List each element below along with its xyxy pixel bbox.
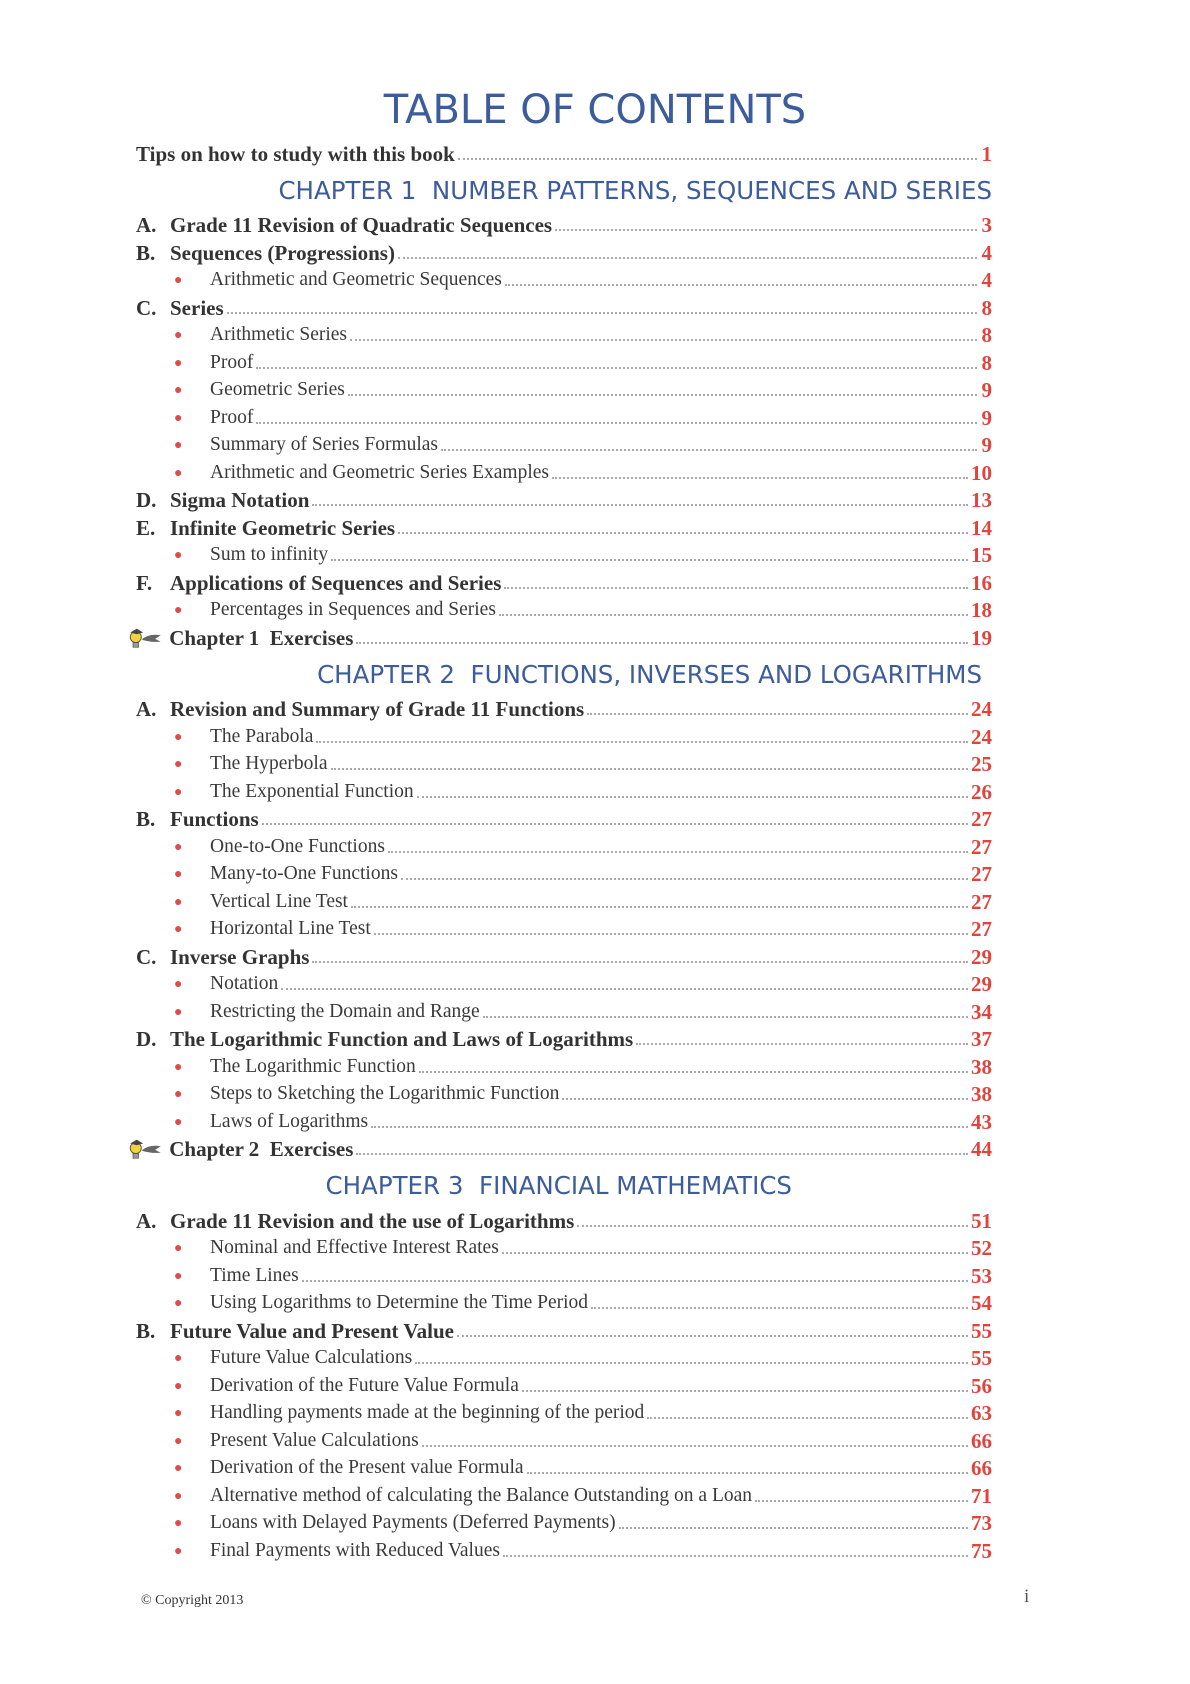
toc-entry-label (210, 598, 496, 622)
toc-entry-label (210, 268, 502, 292)
toc-entry-label (210, 917, 371, 941)
dot-leader (587, 713, 968, 715)
dot-leader (415, 1362, 968, 1364)
toc-entry[interactable] (136, 831, 992, 859)
dot-leader (562, 1098, 968, 1100)
bullet-icon: ● (174, 839, 183, 855)
toc-entry-label (210, 725, 313, 749)
toc-entry-label (136, 296, 224, 320)
toc-entry-label (210, 1264, 299, 1288)
page-number: 55 (971, 1346, 992, 1370)
toc-entry[interactable] (136, 1106, 992, 1134)
page-number: 52 (971, 1236, 992, 1260)
page-number: 15 (971, 543, 992, 567)
bullet-icon: ● (174, 894, 183, 910)
page-number: 14 (971, 515, 992, 540)
chapter-heading (136, 166, 992, 210)
entry-text: Alternative method of calculating the Balance Outstanding on a Loan (210, 1484, 753, 1506)
section-letter: A. (136, 1208, 157, 1233)
dot-leader (227, 312, 977, 314)
entry-text: Future Value Calculations (210, 1347, 413, 1368)
page-number: 4 (981, 268, 992, 292)
toc-entry-label (136, 571, 501, 595)
toc-entry[interactable] (136, 1398, 992, 1426)
page-number: 18 (971, 598, 992, 622)
entry-text: Derivation of the Future Value Formula (210, 1374, 519, 1396)
toc-entry[interactable] (136, 969, 992, 997)
dot-leader (331, 559, 968, 561)
dot-leader (417, 796, 968, 798)
section-letter: D. (136, 488, 157, 512)
toc-entry-label (210, 406, 253, 430)
toc-entry[interactable] (136, 1260, 992, 1288)
entry-text: Geometric Series (210, 379, 345, 400)
toc-entry[interactable] (136, 1425, 992, 1453)
toc-entry[interactable] (136, 595, 992, 623)
page-number: 43 (971, 1109, 992, 1134)
toc-entry-label (136, 1027, 633, 1051)
page-number: 3 (981, 213, 992, 237)
lightbulb-graduate-icon (126, 1137, 164, 1161)
dot-leader (256, 422, 977, 424)
toc-entry-tips[interactable] (136, 138, 992, 166)
dot-leader (356, 1153, 968, 1155)
page-number: 19 (971, 625, 992, 650)
entry-text: Grade 11 Revision and the use of Logarithms (170, 1208, 575, 1233)
page-number: 34 (971, 999, 992, 1024)
dot-leader (374, 933, 968, 935)
dot-leader (505, 284, 977, 286)
toc-entry-label (210, 1346, 412, 1370)
toc-entry-label (210, 1539, 500, 1563)
section-letter: C. (136, 944, 157, 969)
bullet-icon: ● (174, 383, 183, 398)
toc-entry[interactable] (136, 996, 992, 1024)
bullet-icon: ● (174, 1059, 183, 1075)
dot-leader (552, 477, 968, 479)
dot-leader (591, 1307, 968, 1309)
page-number: 27 (971, 917, 992, 941)
toc-entry-label (136, 697, 584, 721)
toc-entry[interactable] (136, 402, 992, 430)
entry-text: Revision and Summary of Grade 11 Functions (170, 697, 585, 721)
bullet-icon: ● (174, 1461, 183, 1476)
dot-leader (522, 1390, 968, 1392)
page-number: 53 (971, 1263, 992, 1288)
dot-leader (331, 768, 969, 770)
table-of-contents (136, 138, 992, 1563)
toc-entry[interactable] (136, 804, 992, 832)
dot-leader (398, 532, 968, 534)
page-number: 51 (971, 1208, 992, 1233)
bullet-icon: ● (174, 465, 183, 481)
bullet-icon: ● (174, 867, 183, 882)
toc-entry-label (210, 543, 328, 567)
chapter-heading-text: CHAPTER 3 FINANCIAL MATHEMATICS (325, 1171, 792, 1200)
page-number: 27 (971, 807, 992, 831)
page-number: 9 (981, 433, 992, 457)
page-number: 55 (971, 1318, 992, 1343)
chapter-heading (136, 1161, 992, 1205)
bullet-icon: ● (174, 1488, 183, 1504)
toc-entry-label (210, 351, 253, 375)
dot-leader (401, 878, 968, 880)
toc-entry-label (210, 1429, 419, 1453)
entry-text: Notation (210, 973, 279, 994)
page-number: 9 (981, 405, 992, 430)
entry-text: The Logarithmic Function and Laws of Logarithms (170, 1027, 634, 1051)
section-letter: E. (136, 515, 156, 540)
folio-page-number: i (1024, 1586, 1030, 1607)
page-title: TABLE OF CONTENTS (383, 87, 807, 133)
toc-entry[interactable] (136, 375, 992, 403)
entry-text: The Parabola (210, 725, 314, 747)
entry-text: Vertical Line Test (210, 890, 348, 912)
dot-leader (312, 961, 968, 963)
toc-entry[interactable] (136, 1453, 992, 1481)
entry-text: Future Value and Present Value (170, 1318, 454, 1343)
bullet-icon: ● (174, 1087, 183, 1102)
entry-text: The Logarithmic Function (210, 1055, 416, 1077)
toc-entry-label (210, 433, 438, 457)
bullet-icon: ● (174, 729, 183, 745)
toc-entry[interactable] (136, 1343, 992, 1371)
toc-entry[interactable] (136, 1370, 992, 1398)
dot-leader (316, 741, 968, 743)
page-number: 4 (981, 240, 992, 265)
toc-entry[interactable] (136, 859, 992, 887)
section-letter: B. (136, 1318, 156, 1343)
entry-text: Percentages in Sequences and Series (210, 599, 496, 620)
toc-entry-label (210, 1236, 499, 1260)
dot-leader (504, 587, 968, 589)
dot-leader (483, 1016, 968, 1018)
entry-text: Arithmetic and Geometric Series Examples (210, 461, 549, 483)
entry-text: Grade 11 Revision of Quadratic Sequences (170, 213, 553, 237)
toc-entry[interactable] (136, 721, 992, 749)
toc-entry[interactable] (136, 210, 992, 238)
bullet-icon: ● (174, 1406, 183, 1421)
page-number: 13 (971, 488, 992, 512)
chapter-heading (136, 650, 992, 694)
section-letter: F. (136, 570, 153, 595)
toc-entry[interactable] (136, 776, 992, 804)
copyright: © Copyright 2013 (141, 1593, 244, 1608)
toc-entry-label (136, 1209, 574, 1233)
toc-entry-label (210, 890, 348, 914)
page-number: 25 (971, 752, 992, 776)
bullet-icon: ● (174, 1378, 183, 1394)
page-number: 75 (971, 1538, 992, 1563)
entry-text: The Exponential Function (210, 780, 414, 802)
toc-entry[interactable] (136, 320, 992, 348)
toc-entry[interactable] (136, 485, 992, 513)
toc-entry[interactable] (136, 1051, 992, 1079)
entry-text: Steps to Sketching the Logarithmic Function (210, 1083, 560, 1104)
dot-leader (457, 1335, 968, 1337)
page-number: 26 (971, 779, 992, 804)
page-number: 56 (971, 1373, 992, 1398)
dot-leader (577, 1225, 968, 1227)
page-number: 38 (971, 1054, 992, 1079)
dot-leader (350, 339, 977, 341)
toc-entry-label (210, 1291, 588, 1315)
entry-text: Derivation of the Present value Formula (210, 1457, 524, 1478)
page-number: 27 (971, 862, 992, 886)
entry-text: Infinite Geometric Series (170, 515, 396, 540)
toc-entry-label (210, 1055, 416, 1079)
section-letter: B. (136, 807, 156, 831)
page-number: 24 (971, 724, 992, 749)
page-number: 38 (971, 1082, 992, 1106)
bullet-icon: ● (174, 1114, 183, 1130)
dot-leader (422, 1445, 968, 1447)
toc-entry[interactable] (136, 347, 992, 375)
bullet-icon: ● (174, 548, 183, 563)
toc-entry-label (136, 488, 309, 512)
toc-entry[interactable] (136, 540, 992, 568)
bullet-icon: ● (174, 1296, 183, 1311)
page-number: 44 (971, 1137, 992, 1161)
toc-entry-label (210, 1511, 616, 1535)
page-number: 8 (981, 323, 992, 347)
page-number: 66 (971, 1428, 992, 1453)
dot-leader (371, 1126, 968, 1128)
entry-text: Handling payments made at the beginning of the period (210, 1402, 645, 1423)
toc-entry-label (210, 378, 345, 402)
dot-leader (302, 1280, 968, 1282)
dot-leader (312, 504, 968, 506)
toc-entry-label (210, 1082, 559, 1106)
page-number: 10 (971, 460, 992, 485)
toc-entry-label (136, 241, 395, 265)
dot-leader (351, 906, 968, 908)
section-letter: A. (136, 697, 157, 721)
toc-entry[interactable] (136, 512, 992, 540)
bullet-icon: ● (174, 1516, 183, 1531)
toc-entry[interactable] (136, 1134, 992, 1162)
toc-entry[interactable] (136, 457, 992, 485)
toc-entry[interactable] (136, 1233, 992, 1261)
page-number: 8 (981, 295, 992, 320)
bullet-icon: ● (174, 757, 183, 772)
toc-entry-label: Tips on how to study with this book (136, 141, 455, 166)
bullet-icon: ● (174, 603, 183, 618)
dot-leader (348, 394, 977, 396)
page-number: 27 (971, 889, 992, 914)
entry-text: One-to-One Functions (210, 835, 385, 857)
section-letter: A. (136, 213, 157, 237)
bullet-icon: ● (174, 328, 183, 343)
toc-entry-label (210, 862, 398, 886)
toc-entry[interactable] (136, 1205, 992, 1233)
toc-entry[interactable] (136, 622, 992, 650)
page-number: 29 (971, 944, 992, 969)
entry-text: Horizontal Line Test (210, 918, 371, 939)
dot-leader (503, 1555, 968, 1557)
toc-entry-label (210, 461, 549, 485)
dot-leader (256, 367, 977, 369)
entry-text: Time Lines (210, 1264, 299, 1286)
bullet-icon: ● (174, 1433, 183, 1449)
toc-entry[interactable] (136, 237, 992, 265)
page-number: 29 (971, 972, 992, 996)
toc-entry-label (136, 945, 309, 969)
section-letter: C. (136, 295, 157, 320)
toc-entry-label (210, 780, 414, 804)
entry-text: Arithmetic Series (210, 324, 348, 345)
entry-text: Using Logarithms to Determine the Time Period (210, 1292, 589, 1313)
bullet-icon: ● (174, 438, 183, 453)
page-number: 24 (971, 697, 992, 721)
bullet-icon: ● (174, 1268, 183, 1284)
dot-leader (281, 988, 968, 990)
toc-entry[interactable] (136, 1508, 992, 1536)
page-number: 63 (971, 1401, 992, 1425)
toc-entry[interactable] (136, 1079, 992, 1107)
entry-text: Summary of Series Formulas (210, 434, 439, 455)
page-number: 9 (981, 378, 992, 402)
bullet-icon: ● (174, 922, 183, 937)
dot-leader (388, 851, 968, 853)
bullet-icon: ● (174, 1351, 183, 1366)
lightbulb-graduate-icon (126, 626, 164, 650)
entry-text: Loans with Delayed Payments (Deferred Payments) (210, 1512, 616, 1533)
bullet-icon: ● (174, 1241, 183, 1256)
toc-entry[interactable] (136, 941, 992, 969)
bullet-icon: ● (174, 1543, 183, 1559)
toc-entry-label (210, 835, 385, 859)
dot-leader (502, 1252, 968, 1254)
bullet-icon: ● (174, 273, 183, 288)
section-letter: B. (136, 240, 156, 265)
dot-leader (441, 449, 977, 451)
toc-entry-label (210, 972, 278, 996)
toc-entry-label (136, 516, 395, 540)
toc-entry[interactable] (136, 265, 992, 293)
page-number: 1 (981, 141, 992, 166)
toc-entry[interactable] (136, 886, 992, 914)
toc-entry-label (210, 752, 328, 776)
entry-text: The Hyperbola (210, 753, 328, 774)
toc-entry[interactable] (136, 292, 992, 320)
bullet-icon: ● (174, 355, 183, 371)
toc-entry[interactable] (136, 1024, 992, 1052)
entry-text: Sum to infinity (210, 544, 329, 565)
page-number: 27 (971, 834, 992, 859)
page-number: 71 (971, 1483, 992, 1508)
toc-entry[interactable] (136, 1480, 992, 1508)
dot-leader (619, 1527, 968, 1529)
page-number: 8 (981, 350, 992, 375)
toc-entry[interactable] (136, 749, 992, 777)
entry-text: Applications of Sequences and Series (170, 570, 502, 595)
entry-text: Inverse Graphs (170, 944, 310, 969)
toc-entry-label (210, 1484, 752, 1508)
toc-entry-label (210, 1110, 368, 1134)
bullet-icon: ● (174, 977, 183, 992)
entry-text: Chapter 2 Exercises (169, 1137, 354, 1161)
toc-entry-label (136, 807, 259, 831)
dot-leader (647, 1417, 968, 1419)
toc-entry-label (136, 1137, 353, 1161)
entry-text: Chapter 1 Exercises (169, 625, 354, 650)
dot-leader (398, 257, 977, 259)
entry-text: Restricting the Domain and Range (210, 1000, 480, 1022)
entry-text: Sequences (Progressions) (170, 240, 395, 265)
dot-leader (555, 229, 977, 231)
toc-entry-label (210, 1000, 480, 1024)
entry-text: Sigma Notation (170, 488, 310, 512)
dot-leader (356, 642, 968, 644)
toc-entry-label (210, 1401, 644, 1425)
entry-text: Arithmetic and Geometric Sequences (210, 269, 502, 290)
entry-text: Nominal and Effective Interest Rates (210, 1237, 499, 1258)
dot-leader (458, 158, 977, 160)
toc-entry[interactable] (136, 430, 992, 458)
toc-entry-label (210, 1456, 524, 1480)
page-number: 16 (971, 570, 992, 595)
bullet-icon: ● (174, 784, 183, 800)
toc-entry[interactable] (136, 914, 992, 942)
toc-entry[interactable] (136, 567, 992, 595)
toc-entry[interactable] (136, 694, 992, 722)
entry-text: Many-to-One Functions (210, 863, 398, 884)
toc-entry-label (210, 1374, 519, 1398)
chapter-heading-text: CHAPTER 1 NUMBER PATTERNS, SEQUENCES AND SERIES (278, 175, 992, 205)
dot-leader (527, 1472, 968, 1474)
toc-entry-label (136, 1319, 454, 1343)
page-number: 54 (971, 1291, 992, 1315)
toc-entry-label (210, 323, 347, 347)
dot-leader (262, 823, 968, 825)
section-letter: D. (136, 1027, 157, 1051)
dot-leader (755, 1500, 968, 1502)
entry-text: Present Value Calculations (210, 1429, 419, 1451)
page-number: 66 (971, 1456, 992, 1480)
page-number: 73 (971, 1511, 992, 1535)
chapter-heading-text: CHAPTER 2 FUNCTIONS, INVERSES AND LOGARITHMS (317, 659, 982, 689)
bullet-icon: ● (174, 410, 183, 426)
toc-entry-label (136, 213, 552, 237)
entry-text: Series (170, 295, 224, 320)
dot-leader (636, 1043, 968, 1045)
toc-entry-label (136, 626, 353, 650)
entry-text: Proof (210, 406, 254, 428)
toc-entry[interactable] (136, 1535, 992, 1563)
bullet-icon: ● (174, 1004, 183, 1020)
dot-leader (499, 614, 968, 616)
entry-text: Proof (210, 351, 254, 373)
page-number: 37 (971, 1027, 992, 1051)
entry-text: Functions (170, 807, 259, 831)
entry-text: Laws of Logarithms (210, 1110, 369, 1132)
entry-text: Final Payments with Reduced Values (210, 1539, 500, 1561)
toc-entry[interactable] (136, 1288, 992, 1316)
toc-entry[interactable] (136, 1315, 992, 1343)
dot-leader (419, 1071, 968, 1073)
